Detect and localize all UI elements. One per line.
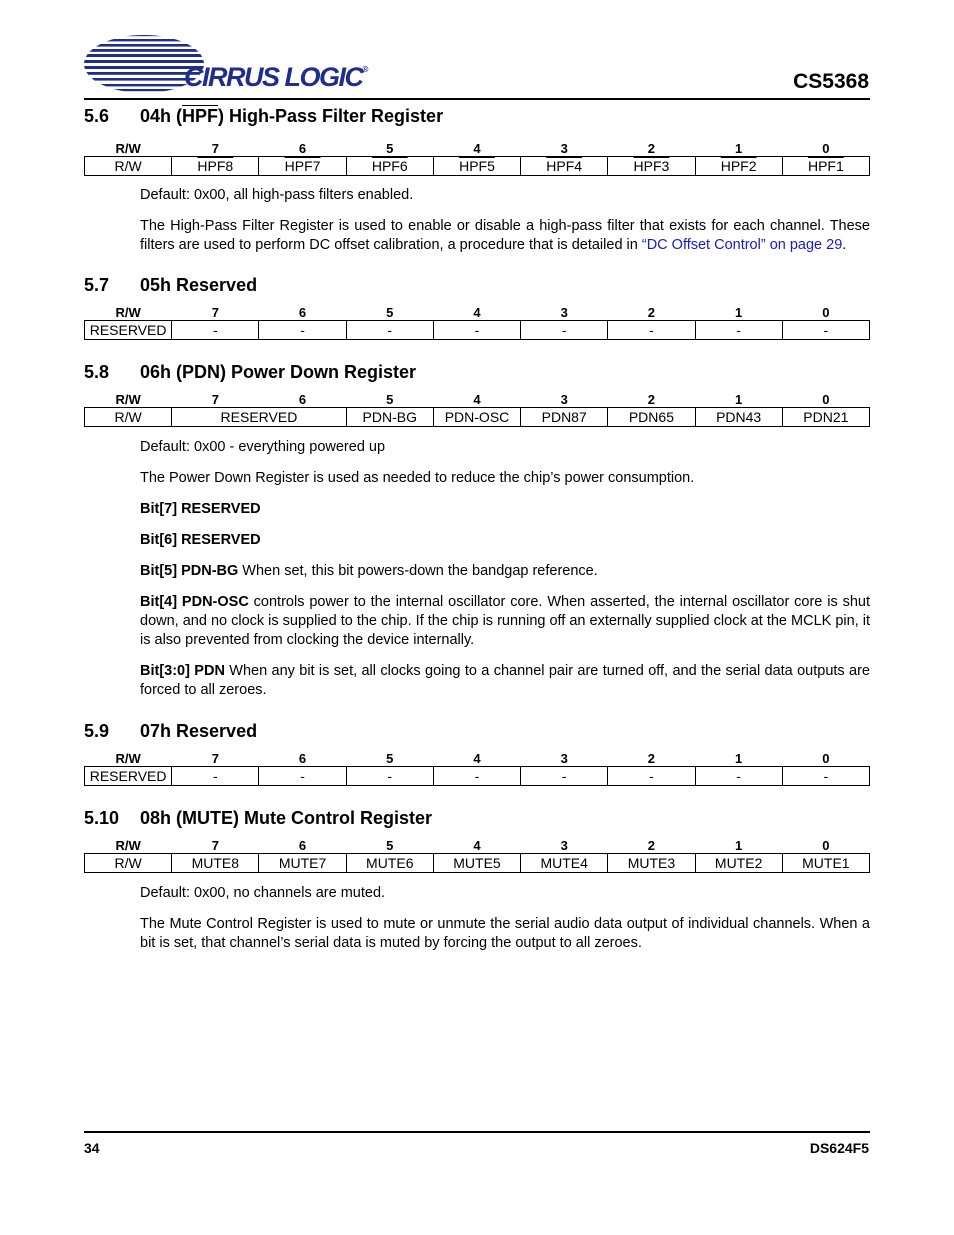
bit-value-row: R/W RESERVED PDN-BG PDN-OSC PDN87 PDN65 PDN43 PDN21	[85, 408, 870, 427]
section-07h-reserved	[84, 719, 870, 786]
bit-header-row: R/W 7 6 5 4 3 2 1 0	[115, 392, 830, 407]
default-value: Default: 0x00, all high-pass filters enabled.	[140, 187, 414, 203]
chip-name: CS5368	[793, 70, 869, 93]
page-number: 34	[84, 1140, 100, 1156]
register-table-hpf	[84, 138, 870, 176]
default-value: Default: 0x00 - everything powered up	[140, 439, 386, 455]
register-table-mute	[84, 835, 870, 873]
section-hpf	[84, 104, 870, 255]
section-heading: 5.6 04h (HPF) High-Pass Filter Register	[84, 106, 444, 126]
bit7-description: Bit[7] RESERVED	[140, 501, 261, 517]
register-table-pdn	[84, 389, 870, 427]
bit-header-row: R/W 7 6 5 4 3 2 1 0	[115, 141, 830, 156]
default-value: Default: 0x00, no channels are muted.	[140, 885, 386, 901]
section-pdn	[84, 360, 870, 700]
logo-wordmark: CIRRUS LOGIC®	[184, 62, 369, 92]
bit30-description: Bit[3:0] PDN When any bit is set, all clocks going to a channel pair are turned off, and the serial data outputs are forced to all zeroes.	[140, 663, 870, 698]
section-heading: 5.8 06h (PDN) Power Down Register	[84, 362, 417, 382]
section-05h-reserved	[84, 273, 870, 340]
bit-value-row: R/W HPF8 HPF7 HPF6 HPF5 HPF4 HPF3 HPF2 HPF1	[85, 157, 870, 176]
bit5-description: Bit[5] PDN-BG When set, this bit powers-down the bandgap reference.	[140, 563, 598, 579]
bit-header-row: R/W 7 6 5 4 3 2 1 0	[115, 305, 830, 320]
header-rule	[84, 98, 870, 100]
register-table-05h	[84, 302, 870, 340]
section-mute	[84, 806, 870, 953]
bit-value-row: RESERVED - - - - - - - -	[85, 767, 870, 786]
section-heading: 5.10 08h (MUTE) Mute Control Register	[84, 808, 433, 828]
section-heading: 5.9 07h Reserved	[84, 721, 258, 741]
bit-header-row: R/W 7 6 5 4 3 2 1 0	[115, 838, 830, 853]
bit4-description: Bit[4] PDN-OSC controls power to the internal oscillator core. When asserted, the internal oscillator core is shut down, and no clock is supplied to the chip. If the chip is running off an externally supplied clock at the MCLK pin, it is also prevented from clocking the device internally.	[140, 594, 870, 648]
dc-offset-link[interactable]: “DC Offset Control” on page 29	[641, 237, 843, 253]
description: The High-Pass Filter Register is used to enable or disable a high-pass filter that exists for each channel. These filters are used to perform DC offset calibration, a procedure that is detailed in “DC Offset Control” on page 29.	[140, 218, 870, 253]
bit6-description: Bit[6] RESERVED	[140, 532, 261, 548]
section-heading: 5.7 05h Reserved	[84, 275, 258, 295]
bit-value-row: RESERVED - - - - - - - -	[85, 321, 870, 340]
bit-header-row: R/W 7 6 5 4 3 2 1 0	[115, 751, 830, 766]
register-table-07h	[84, 748, 870, 786]
description: The Power Down Register is used as needed to reduce the chip’s power consumption.	[140, 470, 695, 486]
footer-rule	[84, 1131, 870, 1133]
description: The Mute Control Register is used to mute or unmute the serial audio data output of individual channels. When a bit is set, that channel’s serial data is muted by forcing the output to all zeroes.	[140, 916, 870, 951]
bit-value-row: R/W MUTE8 MUTE7 MUTE6 MUTE5 MUTE4 MUTE3 MUTE2 MUTE1	[85, 854, 870, 873]
document-id: DS624F5	[809, 1140, 869, 1156]
page-content	[84, 104, 870, 953]
